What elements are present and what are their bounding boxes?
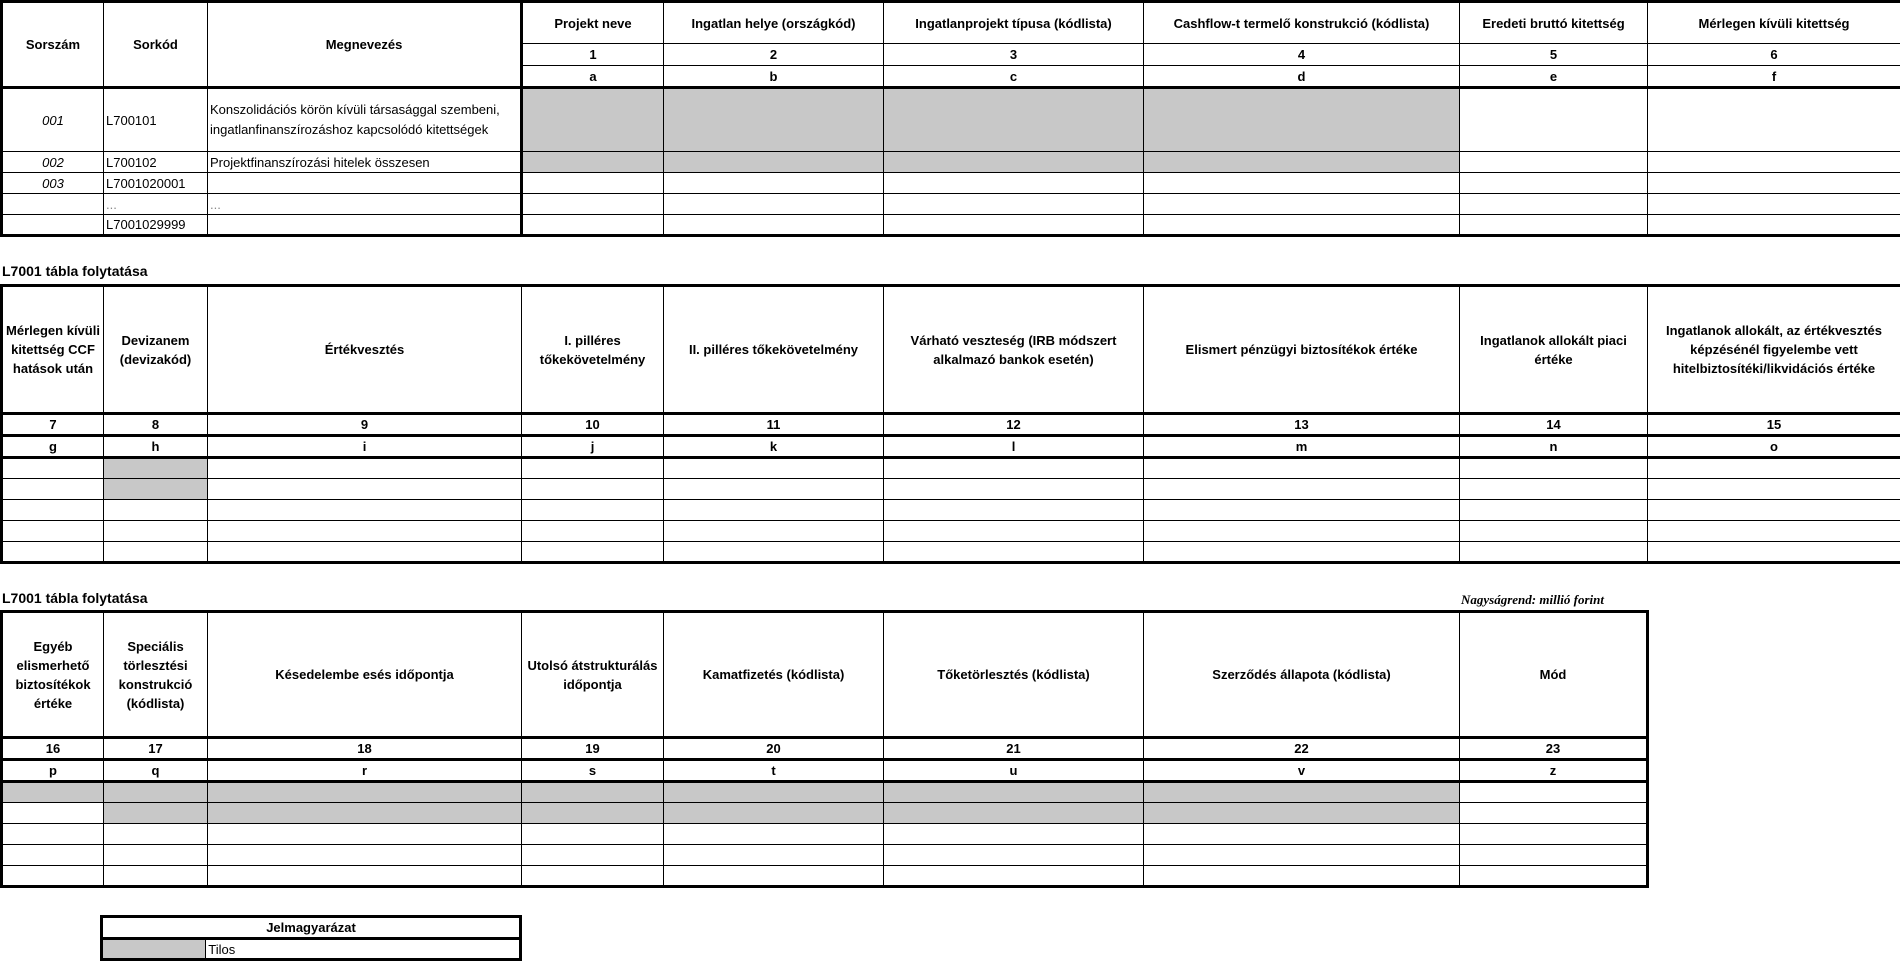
col-letter: f (1648, 66, 1900, 88)
forbidden-cell (884, 782, 1144, 803)
col-number: 18 (208, 738, 522, 760)
col-letter: n (1460, 436, 1648, 458)
data-cell[interactable] (1460, 845, 1648, 866)
col-letter: v (1144, 760, 1460, 782)
col-letter: c (884, 66, 1144, 88)
header-sorkod: Sorkód (104, 2, 208, 88)
data-cell[interactable] (104, 521, 208, 542)
data-cell[interactable] (664, 500, 884, 521)
data-cell[interactable] (2, 500, 104, 521)
col-letter: p (2, 760, 104, 782)
forbidden-cell (1144, 88, 1460, 152)
data-cell[interactable] (2, 458, 104, 479)
col-letter: o (1648, 436, 1900, 458)
header-col-2: Ingatlan helye (országkód) (664, 2, 884, 44)
section-title: L7001 tábla folytatása (2, 263, 148, 279)
data-cell[interactable] (1460, 194, 1648, 215)
row-sorkod: L700102 (104, 152, 208, 173)
data-cell[interactable] (884, 521, 1144, 542)
data-cell[interactable] (1460, 542, 1648, 563)
forbidden-cell (522, 152, 664, 173)
legend-title: Jelmagyarázat (102, 917, 521, 939)
forbidden-cell (884, 88, 1144, 152)
col-letter: l (884, 436, 1144, 458)
forbidden-cell (208, 803, 522, 824)
section-title: L7001 tábla folytatása (2, 590, 148, 606)
col-number: 2 (664, 44, 884, 66)
data-cell[interactable] (884, 542, 1144, 563)
row-sorkod: L7001020001 (104, 173, 208, 194)
number-row (2, 414, 1900, 436)
data-cell[interactable] (664, 521, 884, 542)
data-cell[interactable] (1460, 458, 1648, 479)
col-letter: u (884, 760, 1144, 782)
data-cell[interactable] (664, 542, 884, 563)
forbidden-cell (884, 152, 1144, 173)
header-col-11: II. pilléres tőkekövetelmény (664, 286, 884, 414)
data-cell[interactable] (1460, 782, 1648, 803)
data-cell[interactable] (884, 458, 1144, 479)
data-cell[interactable] (1460, 521, 1648, 542)
data-cell[interactable] (1648, 173, 1900, 194)
data-cell[interactable] (1144, 458, 1460, 479)
data-cell[interactable] (104, 845, 208, 866)
letter-row (2, 436, 1900, 458)
header-col-16: Egyéb elismerhető biztosítékok értéke (2, 612, 104, 738)
forbidden-cell (1144, 152, 1460, 173)
row-sorkod: L7001029999 (104, 215, 208, 236)
continuation-table-1 (0, 284, 1900, 564)
data-cell[interactable] (1144, 215, 1460, 236)
data-cell[interactable] (1144, 866, 1460, 887)
unit-label: Nagyságrend: millió forint (1461, 592, 1605, 607)
header-col-8: Devizanem (devizakód) (104, 286, 208, 414)
forbidden-cell (664, 782, 884, 803)
continuation-table-2 (0, 610, 1649, 888)
data-cell[interactable] (208, 500, 522, 521)
forbidden-cell (522, 803, 664, 824)
data-cell[interactable] (522, 542, 664, 563)
col-number: 8 (104, 414, 208, 436)
table-row (2, 194, 1900, 215)
col-letter: j (522, 436, 664, 458)
forbidden-cell (104, 803, 208, 824)
data-cell[interactable] (522, 479, 664, 500)
table-row (2, 152, 1900, 173)
col-number: 22 (1144, 738, 1460, 760)
data-cell[interactable] (884, 866, 1144, 887)
header-col-4: Cashflow-t termelő konstrukció (kódlista) (1144, 2, 1460, 44)
data-cell[interactable] (208, 824, 522, 845)
data-cell[interactable] (522, 866, 664, 887)
data-cell[interactable] (208, 845, 522, 866)
forbidden-cell (208, 782, 522, 803)
col-letter: e (1460, 66, 1648, 88)
forbidden-cell (104, 479, 208, 500)
data-cell[interactable] (1460, 152, 1648, 173)
data-cell[interactable] (522, 215, 664, 236)
header-row (2, 612, 1648, 738)
forbidden-cell (522, 88, 664, 152)
forbidden-cell (664, 88, 884, 152)
legend-label: Tilos (206, 939, 521, 960)
row-megnevezes: Projektfinanszírozási hitelek összesen (208, 152, 522, 173)
data-cell[interactable] (884, 500, 1144, 521)
data-cell[interactable] (1460, 215, 1648, 236)
col-number: 15 (1648, 414, 1900, 436)
col-number: 20 (664, 738, 884, 760)
header-col-1: Projekt neve (522, 2, 664, 44)
table-row (2, 173, 1900, 194)
col-number: 11 (664, 414, 884, 436)
col-number: 10 (522, 414, 664, 436)
col-letter: g (2, 436, 104, 458)
row-sorkod: ... (104, 194, 208, 215)
header-col-13: Elismert pénzügyi biztosítékok értéke (1144, 286, 1460, 414)
data-cell[interactable] (884, 824, 1144, 845)
col-letter: m (1144, 436, 1460, 458)
col-number: 6 (1648, 44, 1900, 66)
col-number: 9 (208, 414, 522, 436)
data-cell[interactable] (1648, 458, 1900, 479)
data-cell[interactable] (522, 173, 664, 194)
header-col-7: Mérlegen kívüli kitettség CCF hatások után (2, 286, 104, 414)
data-cell[interactable] (208, 866, 522, 887)
number-row (2, 738, 1648, 760)
col-letter: a (522, 66, 664, 88)
table-row (2, 521, 1900, 542)
data-cell[interactable] (208, 521, 522, 542)
header-col-18: Késedelembe esés időpontja (208, 612, 522, 738)
header-col-9: Értékvesztés (208, 286, 522, 414)
col-number: 4 (1144, 44, 1460, 66)
header-col-15: Ingatlanok allokált, az értékvesztés képzésénél figyelembe vett hitelbiztosítéki/likvidációs értéke (1648, 286, 1900, 414)
data-cell[interactable] (2, 845, 104, 866)
col-number: 1 (522, 44, 664, 66)
data-cell[interactable] (1144, 194, 1460, 215)
data-cell[interactable] (2, 521, 104, 542)
col-letter: h (104, 436, 208, 458)
data-cell[interactable] (1144, 845, 1460, 866)
forbidden-cell (884, 803, 1144, 824)
table-row (2, 215, 1900, 236)
row-sorszam: 003 (2, 173, 104, 194)
data-cell[interactable] (208, 479, 522, 500)
data-cell[interactable] (1460, 500, 1648, 521)
letter-row (2, 760, 1648, 782)
col-letter: d (1144, 66, 1460, 88)
col-number: 16 (2, 738, 104, 760)
row-sorszam (2, 194, 104, 215)
data-cell[interactable] (522, 824, 664, 845)
data-cell[interactable] (522, 194, 664, 215)
col-letter: t (664, 760, 884, 782)
col-number: 21 (884, 738, 1144, 760)
data-cell[interactable] (1144, 521, 1460, 542)
data-cell[interactable] (1144, 500, 1460, 521)
data-cell[interactable] (1460, 173, 1648, 194)
forbidden-cell (1144, 803, 1460, 824)
col-number: 3 (884, 44, 1144, 66)
data-cell[interactable] (1144, 479, 1460, 500)
data-cell[interactable] (1648, 88, 1900, 152)
table-row (2, 824, 1648, 845)
row-megnevezes (208, 173, 522, 194)
data-cell[interactable] (208, 458, 522, 479)
table-row (2, 500, 1900, 521)
header-col-5: Eredeti bruttó kitettség (1460, 2, 1648, 44)
col-letter: i (208, 436, 522, 458)
header-col-3: Ingatlanprojekt típusa (kódlista) (884, 2, 1144, 44)
table-row (2, 803, 1648, 824)
data-cell[interactable] (522, 458, 664, 479)
data-cell[interactable] (664, 866, 884, 887)
data-cell[interactable] (1144, 173, 1460, 194)
header-col-19: Utolsó átstrukturálás időpontja (522, 612, 664, 738)
col-number: 17 (104, 738, 208, 760)
data-cell[interactable] (664, 194, 884, 215)
data-cell[interactable] (1648, 542, 1900, 563)
data-cell[interactable] (2, 479, 104, 500)
col-number: 13 (1144, 414, 1460, 436)
col-letter: s (522, 760, 664, 782)
data-cell[interactable] (884, 845, 1144, 866)
data-cell[interactable] (1460, 803, 1648, 824)
data-cell[interactable] (1648, 152, 1900, 173)
data-cell[interactable] (664, 479, 884, 500)
header-row (2, 2, 1900, 44)
table-row (2, 782, 1648, 803)
header-col-20: Kamatfizetés (kódlista) (664, 612, 884, 738)
header-col-10: I. pilléres tőkekövetelmény (522, 286, 664, 414)
row-sorszam: 002 (2, 152, 104, 173)
row-megnevezes: Konszolidációs körön kívüli társasággal szembeni, ingatlanfinanszírozáshoz kapcsolódó kitettségek (208, 88, 522, 152)
data-cell[interactable] (2, 803, 104, 824)
data-cell[interactable] (1648, 194, 1900, 215)
table-row (2, 866, 1648, 887)
col-number: 5 (1460, 44, 1648, 66)
table-row (2, 479, 1900, 500)
table-row (2, 542, 1900, 563)
row-megnevezes: ... (208, 194, 522, 215)
legend-table (100, 915, 522, 961)
col-number: 23 (1460, 738, 1648, 760)
col-letter: q (104, 760, 208, 782)
data-cell[interactable] (1144, 542, 1460, 563)
header-col-12: Várható veszteség (IRB módszert alkalmazó bankok esetén) (884, 286, 1144, 414)
row-megnevezes (208, 215, 522, 236)
data-cell[interactable] (1648, 521, 1900, 542)
col-letter: k (664, 436, 884, 458)
data-cell[interactable] (2, 866, 104, 887)
col-letter: b (664, 66, 884, 88)
main-table (0, 0, 1900, 237)
data-cell[interactable] (664, 173, 884, 194)
data-cell[interactable] (1648, 500, 1900, 521)
data-cell[interactable] (1648, 215, 1900, 236)
table-row (2, 88, 1900, 152)
header-col-17: Speciális törlesztési konstrukció (kódlista) (104, 612, 208, 738)
header-megnevezes: Megnevezés (208, 2, 522, 88)
row-sorkod: L700101 (104, 88, 208, 152)
data-cell[interactable] (664, 215, 884, 236)
forbidden-cell (1144, 782, 1460, 803)
table-row (2, 845, 1648, 866)
data-cell[interactable] (664, 458, 884, 479)
header-col-21: Tőketörlesztés (kódlista) (884, 612, 1144, 738)
row-sorszam: 001 (2, 88, 104, 152)
data-cell[interactable] (2, 542, 104, 563)
col-letter: r (208, 760, 522, 782)
forbidden-cell (522, 782, 664, 803)
header-col-6: Mérlegen kívüli kitettség (1648, 2, 1900, 44)
data-cell[interactable] (884, 479, 1144, 500)
data-cell[interactable] (1460, 866, 1648, 887)
header-col-23: Mód (1460, 612, 1648, 738)
data-cell[interactable] (884, 194, 1144, 215)
data-cell[interactable] (104, 824, 208, 845)
col-number: 12 (884, 414, 1144, 436)
data-cell[interactable] (2, 824, 104, 845)
col-number: 14 (1460, 414, 1648, 436)
forbidden-cell (104, 458, 208, 479)
data-cell[interactable] (522, 500, 664, 521)
data-cell[interactable] (104, 500, 208, 521)
row-sorszam (2, 215, 104, 236)
header-row (2, 286, 1900, 414)
col-number: 19 (522, 738, 664, 760)
data-cell[interactable] (1460, 88, 1648, 152)
data-cell[interactable] (1460, 479, 1648, 500)
forbidden-cell (664, 803, 884, 824)
forbidden-cell (664, 152, 884, 173)
col-number: 7 (2, 414, 104, 436)
data-cell[interactable] (208, 542, 522, 563)
data-cell[interactable] (104, 866, 208, 887)
data-cell[interactable] (1460, 824, 1648, 845)
data-cell[interactable] (104, 542, 208, 563)
legend-swatch (102, 939, 206, 960)
data-cell[interactable] (884, 173, 1144, 194)
data-cell[interactable] (664, 824, 884, 845)
table-row (2, 458, 1900, 479)
forbidden-cell (2, 782, 104, 803)
data-cell[interactable] (664, 845, 884, 866)
header-sorszam: Sorszám (2, 2, 104, 88)
header-col-22: Szerződés állapota (kódlista) (1144, 612, 1460, 738)
data-cell[interactable] (522, 845, 664, 866)
data-cell[interactable] (1144, 824, 1460, 845)
data-cell[interactable] (884, 215, 1144, 236)
col-letter: z (1460, 760, 1648, 782)
data-cell[interactable] (522, 521, 664, 542)
header-col-14: Ingatlanok allokált piaci értéke (1460, 286, 1648, 414)
data-cell[interactable] (1648, 479, 1900, 500)
forbidden-cell (104, 782, 208, 803)
